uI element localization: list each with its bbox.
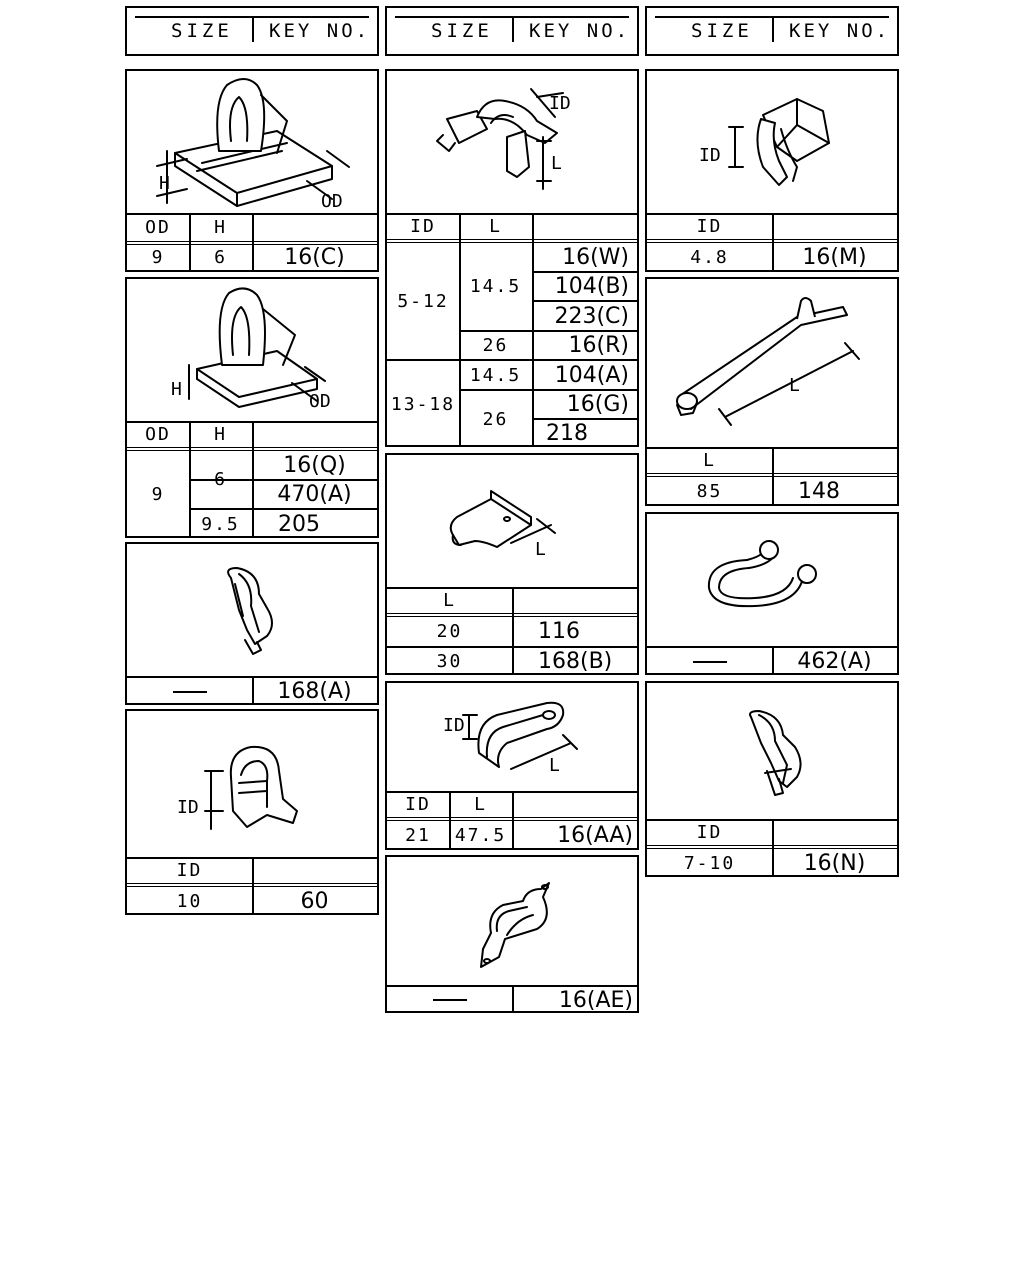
part-loop-clip [645,512,899,675]
size-label: SIZE [691,20,753,42]
size-dash [647,648,772,675]
part-clip-id-l-b [385,681,639,850]
key-number: 116 [538,619,580,644]
dim-od-label: OD [321,191,343,212]
h-value: 6 [214,247,227,268]
dim-h-label: H [159,173,170,194]
clip-drawing [387,857,637,985]
h-value: 6 [214,469,227,490]
id-value: 10 [176,890,203,912]
part-clip-id-d [645,681,899,877]
key-number: 168(A) [277,679,352,704]
clip-drawing [387,455,637,587]
size-dash [127,678,252,705]
col-id-header: ID [176,859,203,881]
dim-l-label: L [535,539,546,560]
key-number: 104(B) [554,274,629,299]
clip-drawing [127,711,377,857]
od-value: 9 [151,247,165,268]
key-number: 168(B) [538,649,613,674]
size-label: SIZE [431,20,493,42]
l-value: 26 [482,408,509,430]
key-number: 16(AE) [558,987,633,1013]
key-number: 470(A) [277,482,352,507]
key-number: 16(M) [802,245,867,270]
key-number: 205 [278,511,320,537]
l-value: 30 [436,651,463,672]
l-value: 85 [696,481,723,502]
part-clip-bracket [385,855,639,1013]
part-clip-od-h [125,69,379,272]
part-clip-od-h-b [125,277,379,538]
key-number: 16(Q) [283,452,346,478]
col-l-header: L [443,589,456,611]
clip-drawing [387,71,637,213]
l-value: 14.5 [469,364,522,386]
col-od-header: OD [145,423,171,445]
col-id-header: ID [405,793,431,815]
h-value: 9.5 [201,513,240,535]
col-l-header: L [703,449,716,471]
part-clip-id-c [645,69,899,272]
dim-l-label: L [789,375,800,396]
l-value: 14.5 [469,276,522,297]
dim-id-label: ID [177,797,199,818]
dim-h-label: H [171,379,182,400]
id-value: 5-12 [397,290,449,312]
dim-id-label: ID [549,93,571,114]
key-label: KEY NO. [269,20,371,42]
part-tie-strap [645,277,899,506]
header-col2 [385,6,639,56]
clip-drawing [647,514,897,646]
col-h-header: H [214,423,227,445]
key-number: 223(C) [554,303,629,329]
header-col3 [645,6,899,56]
clip-drawing [647,683,897,819]
key-label: KEY NO. [789,20,891,42]
col-od-header: OD [145,216,171,238]
key-number: 148 [798,479,840,504]
id-value: 7-10 [683,852,736,874]
dim-od-label: OD [309,391,331,412]
part-clip-id-l [385,69,639,447]
clip-drawing [387,683,637,791]
strap-drawing [647,279,897,447]
dim-l-label: L [549,755,560,776]
col-id-header: ID [696,821,723,843]
l-value: 47.5 [454,825,507,846]
clip-drawing [647,71,897,213]
id-value: 4.8 [690,247,729,268]
dim-id-label: ID [443,715,465,736]
l-value: 20 [436,621,463,642]
key-number: 462(A) [797,649,872,674]
key-number: 16(C) [284,245,345,270]
clip-drawing [127,544,377,676]
od-value: 9 [151,484,165,505]
col-id-header: ID [696,215,723,237]
col-l-header: L [489,215,502,237]
id-value: 21 [405,825,431,846]
size-label: SIZE [171,20,233,42]
part-clip-plain [125,542,379,705]
dim-l-label: L [551,153,562,174]
key-number: 60 [300,888,329,914]
size-dash [387,987,512,1013]
key-number: 16(N) [803,850,866,876]
part-clip-l [385,453,639,675]
col-h-header: H [214,216,227,238]
part-clip-id [125,709,379,915]
key-number: 218 [546,421,588,446]
key-number: 16(G) [566,392,629,417]
id-value: 13-18 [390,393,456,415]
dim-id-label: ID [699,145,721,166]
clip-drawing [127,279,377,421]
l-value: 26 [482,335,509,356]
col-l-header: L [474,793,487,815]
clip-drawing [127,71,377,213]
key-label: KEY NO. [529,20,631,42]
header-col1 [125,6,379,56]
col-id-header: ID [410,215,436,237]
key-number: 16(AA) [557,823,633,848]
key-number: 16(W) [562,244,629,270]
key-number: 104(A) [554,362,629,388]
key-number: 16(R) [568,333,629,358]
